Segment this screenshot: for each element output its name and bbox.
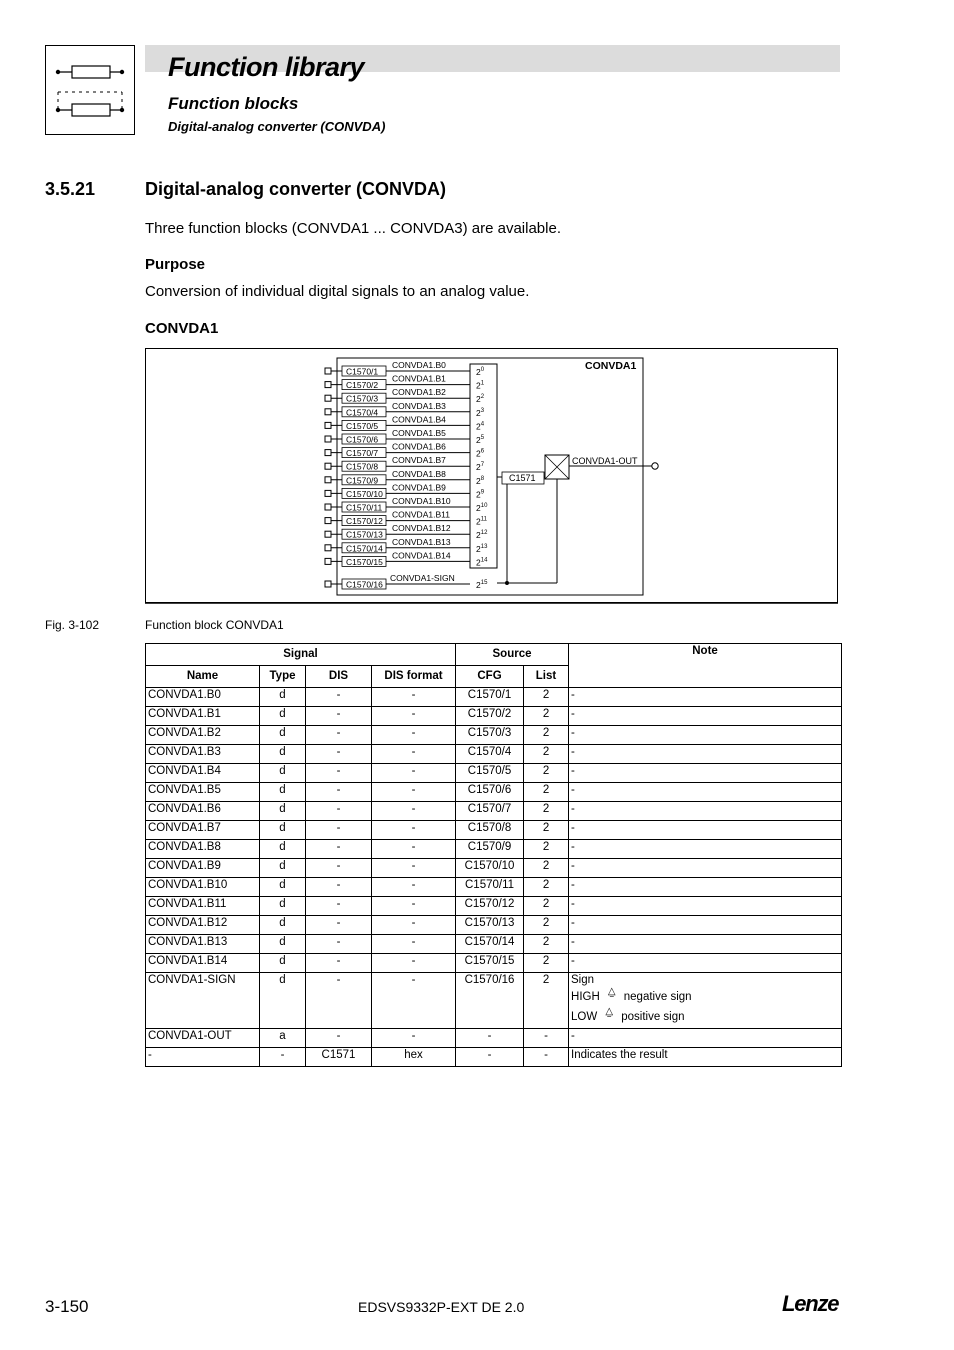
cell-dis: - [306, 897, 372, 916]
cell-note [569, 973, 842, 1029]
cell-dis: - [306, 935, 372, 954]
cell-cfg: C1570/5 [456, 764, 524, 783]
weight-exponent: 11 [480, 516, 487, 523]
cell-name: CONVDA1.B10 [146, 878, 260, 897]
cell-dis-format: - [372, 840, 456, 859]
code-label: C1570/1 [346, 366, 379, 377]
table-row [146, 707, 842, 726]
cell-dis-format: - [372, 707, 456, 726]
signal-label: CONVDA1.B13 [392, 536, 451, 547]
brand-logo: Lenze [782, 1291, 839, 1316]
cell-type: d [260, 916, 306, 935]
input-terminal-icon [325, 409, 331, 415]
cell-dis-format: - [372, 821, 456, 840]
cell-type: d [260, 954, 306, 973]
cell-name: CONVDA1.B8 [146, 840, 260, 859]
cell-note: - [569, 878, 842, 897]
cell-name: CONVDA1.B0 [146, 688, 260, 707]
cell-dis-format: - [372, 859, 456, 878]
cell-dis-format: - [372, 878, 456, 897]
input-terminal-icon [325, 518, 331, 524]
note-header: Note [569, 644, 842, 688]
table-row [146, 783, 842, 802]
cell-dis-format: - [372, 688, 456, 707]
table-row [146, 745, 842, 764]
input-terminal-icon [325, 463, 331, 469]
code-label: C1570/8 [346, 461, 379, 472]
input-terminal-icon [325, 422, 331, 428]
weight-exponent: 15 [480, 580, 488, 586]
cell-note: - [569, 783, 842, 802]
cell-dis: - [306, 1029, 372, 1048]
cell-cfg: C1570/10 [456, 859, 524, 878]
cell-dis: - [306, 726, 372, 745]
cell-list: 2 [524, 859, 569, 878]
weight-exponent: 6 [480, 448, 485, 455]
note-high-text: negative sign [623, 991, 692, 1004]
cell-dis: - [306, 707, 372, 726]
cell-name: CONVDA1.B4 [146, 764, 260, 783]
code-label: C1570/12 [346, 516, 383, 527]
figure-number: Fig. 3-102 [45, 618, 100, 632]
weight-base: 2 [476, 516, 481, 527]
column-header-type: Type [260, 666, 306, 688]
code-label: C1570/16 [346, 579, 383, 590]
cell-name: CONVDA1.B14 [146, 954, 260, 973]
signal-label: CONVDA1.B9 [392, 482, 446, 493]
weight-base: 2 [476, 557, 481, 568]
cell-name: CONVDA1.B1 [146, 707, 260, 726]
weight-exponent: 1 [480, 380, 485, 387]
cell-dis: - [306, 916, 372, 935]
cell-list: 2 [524, 707, 569, 726]
input-terminal-icon [325, 531, 331, 537]
cell-dis-format: - [372, 973, 456, 1029]
cell-cfg: C1570/7 [456, 802, 524, 821]
code-label: C1570/4 [346, 407, 379, 418]
cell-type: d [260, 783, 306, 802]
cell-note: - [569, 745, 842, 764]
column-header-name: Name [146, 666, 260, 688]
table-row [146, 726, 842, 745]
cell-note: - [569, 916, 842, 935]
cell-dis-format: - [372, 745, 456, 764]
cell-cfg: - [456, 1048, 524, 1067]
cell-note: - [569, 707, 842, 726]
weight-base: 2 [476, 407, 481, 418]
cell-cfg: C1570/12 [456, 897, 524, 916]
cell-list: 2 [524, 878, 569, 897]
purpose-heading: Purpose [145, 256, 206, 273]
cell-list: 2 [524, 840, 569, 859]
cell-cfg: C1570/6 [456, 783, 524, 802]
code-label: C1570/6 [346, 434, 379, 445]
weight-base: 2 [476, 475, 481, 486]
cell-dis-format: hex [372, 1048, 456, 1067]
cell-dis: - [306, 859, 372, 878]
page-subtitle: Function blocks [168, 94, 299, 113]
chapter-logo [45, 45, 135, 135]
cell-list: 2 [524, 897, 569, 916]
output-terminal-icon [652, 463, 658, 469]
input-terminal-icon [325, 368, 331, 374]
cell-list: 2 [524, 802, 569, 821]
cell-dis: - [306, 821, 372, 840]
weight-exponent: 10 [480, 503, 488, 509]
cell-dis-format: - [372, 897, 456, 916]
cell-type: d [260, 973, 306, 1029]
cell-name: - [146, 1048, 260, 1067]
cell-dis: - [306, 973, 372, 1029]
cell-list: 2 [524, 745, 569, 764]
table-row-sign [146, 973, 842, 1029]
weight-base: 2 [476, 435, 481, 445]
weight-exponent: 13 [480, 543, 488, 550]
weight-base: 2 [476, 580, 481, 590]
code-label: C1570/2 [346, 380, 379, 391]
purpose-text: Conversion of individual digital signals to an analog value. [145, 283, 530, 300]
input-terminal-icon [325, 558, 331, 564]
weight-base: 2 [476, 367, 481, 377]
cell-cfg: C1570/15 [456, 954, 524, 973]
cell-dis-format: - [372, 916, 456, 935]
corresponds-to-icon: △ ‾ [607, 986, 616, 1007]
weight-base: 2 [476, 394, 481, 405]
cell-cfg: C1570/16 [456, 973, 524, 1029]
page-number: 3-150 [45, 1297, 89, 1316]
note-low-label: LOW [571, 1011, 598, 1024]
document-id: EDSVS9332P-EXT DE 2.0 [358, 1299, 525, 1315]
cell-cfg: - [456, 1029, 524, 1048]
cell-cfg: C1570/13 [456, 916, 524, 935]
cell-dis: - [306, 764, 372, 783]
signal-label: CONVDA1.B0 [392, 360, 446, 370]
cell-type: d [260, 897, 306, 916]
cell-name: CONVDA1.B7 [146, 821, 260, 840]
cell-note: - [569, 802, 842, 821]
weight-exponent: 14 [480, 557, 488, 564]
cell-list: 2 [524, 821, 569, 840]
code-label: C1570/10 [346, 488, 383, 499]
cell-list: - [524, 1048, 569, 1067]
output-signal-label: CONVDA1-OUT [572, 456, 638, 466]
cell-dis: - [306, 688, 372, 707]
table-row [146, 916, 842, 935]
signal-label: CONVDA1.B8 [392, 468, 446, 479]
cell-dis: - [306, 745, 372, 764]
cell-name: CONVDA1.B3 [146, 745, 260, 764]
note-high-label: HIGH [571, 991, 600, 1004]
cell-type: d [260, 707, 306, 726]
cell-cfg: C1570/11 [456, 878, 524, 897]
cell-list: 2 [524, 783, 569, 802]
signal-label: CONVDA1.B4 [392, 414, 446, 425]
cell-note: - [569, 821, 842, 840]
input-terminal-icon [325, 382, 331, 388]
cell-list: - [524, 1029, 569, 1048]
function-block-icon [46, 46, 134, 134]
code-label: C1570/11 [346, 502, 383, 513]
intro-text: Three function blocks (CONVDA1 ... CONVDA3) are available. [145, 220, 561, 237]
cell-dis: - [306, 878, 372, 897]
weight-base: 2 [476, 380, 481, 391]
cell-dis: - [306, 783, 372, 802]
input-terminal-icon [325, 477, 331, 483]
input-terminal-icon [325, 436, 331, 442]
signal-group-header: Signal [146, 644, 456, 666]
cell-cfg: C1570/9 [456, 840, 524, 859]
cell-note: - [569, 954, 842, 973]
table-row [146, 802, 842, 821]
table-row [146, 897, 842, 916]
input-terminal-icon [325, 450, 331, 456]
table-row [146, 935, 842, 954]
cell-note: Indicates the result [569, 1048, 842, 1067]
cell-note: - [569, 726, 842, 745]
weight-exponent: 3 [480, 407, 485, 414]
cell-dis: - [306, 954, 372, 973]
cell-type: d [260, 859, 306, 878]
cell-dis-format: - [372, 764, 456, 783]
code-label: C1570/14 [346, 543, 383, 554]
cell-type: a [260, 1029, 306, 1048]
code-label: C1570/3 [346, 393, 379, 404]
weight-exponent: 4 [480, 421, 485, 428]
table-row [146, 688, 842, 707]
code-label: C1570/5 [346, 420, 379, 431]
cell-name: CONVDA1.B13 [146, 935, 260, 954]
code-label: C1570/7 [346, 448, 379, 459]
cell-note: - [569, 840, 842, 859]
cell-type: d [260, 802, 306, 821]
cell-list: 2 [524, 916, 569, 935]
weight-base: 2 [476, 421, 481, 432]
signal-label: CONVDA1.B1 [392, 373, 446, 384]
cell-name: CONVDA1-SIGN [146, 973, 260, 1029]
signal-label: CONVDA1.B7 [392, 455, 446, 466]
cell-note: - [569, 688, 842, 707]
corresponds-to-icon: △ ‾ [605, 1006, 614, 1027]
weight-exponent: 0 [480, 367, 485, 373]
signal-label: CONVDA1.B10 [392, 496, 451, 506]
cell-type: d [260, 821, 306, 840]
cell-type: d [260, 726, 306, 745]
signal-table [145, 643, 842, 1067]
cell-list: 2 [524, 726, 569, 745]
section-title: Digital-analog converter (CONVDA) [145, 179, 447, 199]
signal-label: CONVDA1.B14 [392, 550, 451, 561]
weight-exponent: 2 [480, 394, 485, 401]
source-group-header: Source [456, 644, 569, 666]
cell-type: d [260, 840, 306, 859]
display-code-label: C1571 [509, 473, 536, 483]
cell-note: - [569, 935, 842, 954]
signal-label: CONVDA1-SIGN [390, 573, 455, 583]
weight-exponent: 8 [480, 475, 485, 482]
cell-type: d [260, 764, 306, 783]
cell-dis: C1571 [306, 1048, 372, 1067]
table-row [146, 859, 842, 878]
weight-base: 2 [476, 543, 481, 554]
cell-name: CONVDA1.B12 [146, 916, 260, 935]
signal-label: CONVDA1.B12 [392, 523, 451, 534]
cell-cfg: C1570/4 [456, 745, 524, 764]
column-header-list: List [524, 666, 569, 688]
input-terminal-icon [325, 504, 331, 510]
cell-cfg: C1570/3 [456, 726, 524, 745]
table-row [146, 1029, 842, 1048]
weight-base: 2 [476, 462, 481, 473]
table-row [146, 878, 842, 897]
weight-base: 2 [476, 503, 481, 513]
cell-list: 2 [524, 973, 569, 1029]
table-row [146, 821, 842, 840]
weight-exponent: 9 [480, 489, 485, 496]
cell-name: CONVDA1-OUT [146, 1029, 260, 1048]
cell-type: - [260, 1048, 306, 1067]
column-header-dis-format: DIS format [372, 666, 456, 688]
cell-dis: - [306, 840, 372, 859]
table-row [146, 764, 842, 783]
column-header-cfg: CFG [456, 666, 524, 688]
weight-exponent: 7 [480, 462, 485, 469]
weight-base: 2 [476, 489, 481, 500]
cell-dis: - [306, 802, 372, 821]
cell-cfg: C1570/8 [456, 821, 524, 840]
weight-exponent: 12 [480, 530, 488, 537]
section-number: 3.5.21 [45, 179, 96, 199]
block-name-label: CONVDA1 [585, 360, 637, 372]
cell-list: 2 [524, 935, 569, 954]
figure-caption: Function block CONVDA1 [145, 618, 284, 632]
cell-name: CONVDA1.B11 [146, 897, 260, 916]
weight-base: 2 [476, 448, 481, 459]
cell-cfg: C1570/14 [456, 935, 524, 954]
cell-type: d [260, 935, 306, 954]
cell-name: CONVDA1.B2 [146, 726, 260, 745]
cell-dis-format: - [372, 783, 456, 802]
signal-label: CONVDA1.B5 [392, 428, 446, 438]
cell-dis-format: - [372, 954, 456, 973]
cell-name: CONVDA1.B9 [146, 859, 260, 878]
input-terminal-icon [325, 490, 331, 496]
column-header-dis: DIS [306, 666, 372, 688]
cell-type: d [260, 878, 306, 897]
block-heading: CONVDA1 [145, 320, 219, 337]
note-sign-title: Sign [571, 974, 595, 986]
signal-label: CONVDA1.B11 [392, 509, 450, 520]
page-title: Function library [168, 52, 365, 82]
cell-note: - [569, 859, 842, 878]
function-block-diagram [145, 348, 838, 604]
cell-list: 2 [524, 954, 569, 973]
code-label: C1570/13 [346, 529, 383, 540]
table-row [146, 954, 842, 973]
input-terminal-icon [325, 581, 331, 587]
input-terminal-icon [325, 395, 331, 401]
cell-list: 2 [524, 688, 569, 707]
table-row [146, 840, 842, 859]
table-row [146, 1048, 842, 1067]
cell-type: d [260, 745, 306, 764]
signal-label: CONVDA1.B3 [392, 400, 446, 411]
cell-type: d [260, 688, 306, 707]
signal-label: CONVDA1.B2 [392, 387, 446, 398]
cell-dis-format: - [372, 935, 456, 954]
code-label: C1570/15 [346, 556, 383, 567]
cell-list: 2 [524, 764, 569, 783]
cell-dis-format: - [372, 726, 456, 745]
cell-cfg: C1570/2 [456, 707, 524, 726]
cell-dis-format: - [372, 1029, 456, 1048]
code-label: C1570/9 [346, 475, 379, 486]
input-terminal-icon [325, 545, 331, 551]
weight-base: 2 [476, 530, 481, 541]
cell-cfg: C1570/1 [456, 688, 524, 707]
cell-note: - [569, 897, 842, 916]
weight-exponent: 5 [480, 435, 485, 441]
cell-name: CONVDA1.B5 [146, 783, 260, 802]
note-low-text: positive sign [621, 1011, 685, 1024]
cell-dis-format: - [372, 802, 456, 821]
cell-name: CONVDA1.B6 [146, 802, 260, 821]
cell-note: - [569, 764, 842, 783]
page-subsubtitle: Digital-analog converter (CONVDA) [168, 119, 386, 134]
signal-label: CONVDA1.B6 [392, 441, 446, 452]
cell-note: - [569, 1029, 842, 1048]
